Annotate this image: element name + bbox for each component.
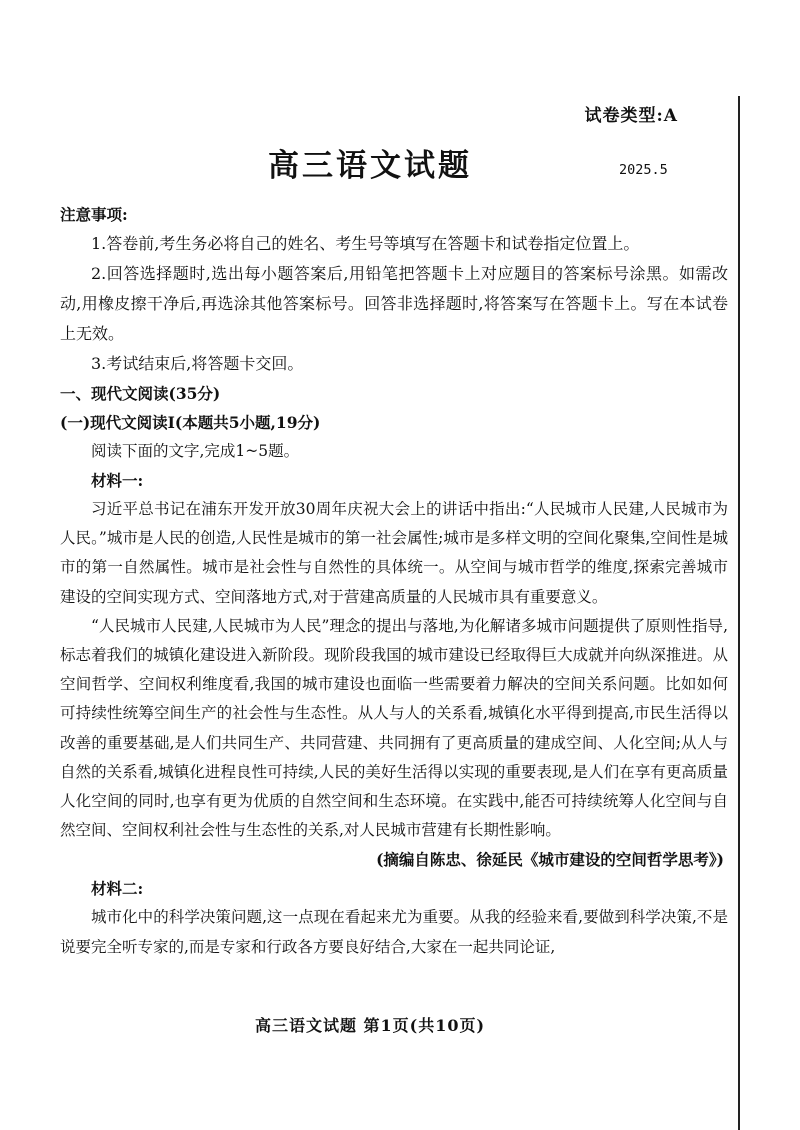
- material1-paragraph-1: 习近平总书记在浦东开发开放30周年庆祝大会上的讲话中指出:“人民城市人民建,人民城市为人民。”城市是人民的创造,人民性是城市的第一社会属性;城市是多样文明的空间化聚集,空间性是城市的第一自然属性。城市是社会性与自然性的具体统一。从空间与城市哲学的维度,探索完善城市建设的空间实现方式、空间落地方式,对于营建高质量的人民城市具有重要意义。: [60, 500, 728, 606]
- paper-type-label: 试卷类型:A: [584, 106, 678, 126]
- notice-heading: 注意事项:: [60, 205, 128, 224]
- notice-item-2: 2.回答选择题时,选出每小题答案后,用铅笔把答题卡上对应题目的答案标号涂黑。如需改动,用橡皮擦干净后,再选涂其他答案标号。回答非选择题时,将答案写在答题卡上。写在本试卷上无效。: [60, 264, 728, 343]
- section-subheading: (一)现代文阅读Ⅰ(本题共5小题,19分): [60, 413, 321, 432]
- material1-label: 材料一:: [91, 471, 144, 490]
- reading-instruction: 阅读下面的文字,完成1~5题。: [91, 442, 300, 460]
- notice-item-3: 3.考试结束后,将答题卡交回。: [91, 354, 304, 373]
- binding-line: [738, 96, 740, 1130]
- page-footer: 高三语文试题 第1页(共10页): [254, 1016, 486, 1035]
- main-content: [60, 200, 728, 962]
- exam-date: 2025.5: [619, 162, 668, 178]
- material1-paragraph-2: “人民城市人民建,人民城市为人民”理念的提出与落地,为化解诸多城市问题提供了原则性指导,标志着我们的城镇化建设进入新阶段。现阶段我国的城市建设已经取得巨大成就并向纵深推进。从空间哲学、空间权利维度看,我国的城市建设也面临一些需要着力解决的空间关系问题。比如如何可持续性统筹空间生产的社会性与生态性。从人与人的关系看,城镇化水平得到提高,市民生活得以改善的重要基础,是人们共同生产、共同营建、共同拥有了更高质量的建成空间、人化空间;从人与自然的关系看,城镇化进程良性可持续,人民的美好生活得以实现的重要表现,是人们在享有更高质量人化空间的同时,也享有更为优质的自然空间和生态环境。在实践中,能否可持续统筹人化空间与自然空间、空间权利社会性与生态性的关系,对人民城市营建有长期性影响。: [60, 616, 728, 840]
- section-heading: 一、现代文阅读(35分): [60, 384, 221, 403]
- material2-paragraph-1: 城市化中的科学决策问题,这一点现在看起来尤为重要。从我的经验来看,要做到科学决策,不是说要完全听专家的,而是专家和行政各方要良好结合,大家在一起共同论证,: [60, 908, 728, 956]
- material2-label: 材料二:: [91, 879, 144, 899]
- material1-source: (摘编自陈忠、徐延民《城市建设的空间哲学思考》): [376, 850, 724, 870]
- notice-item-1: 1.答卷前,考生务必将自己的姓名、考生号等填写在答题卡和试卷指定位置上。: [91, 234, 640, 253]
- page-title: 高三语文试题: [268, 148, 472, 184]
